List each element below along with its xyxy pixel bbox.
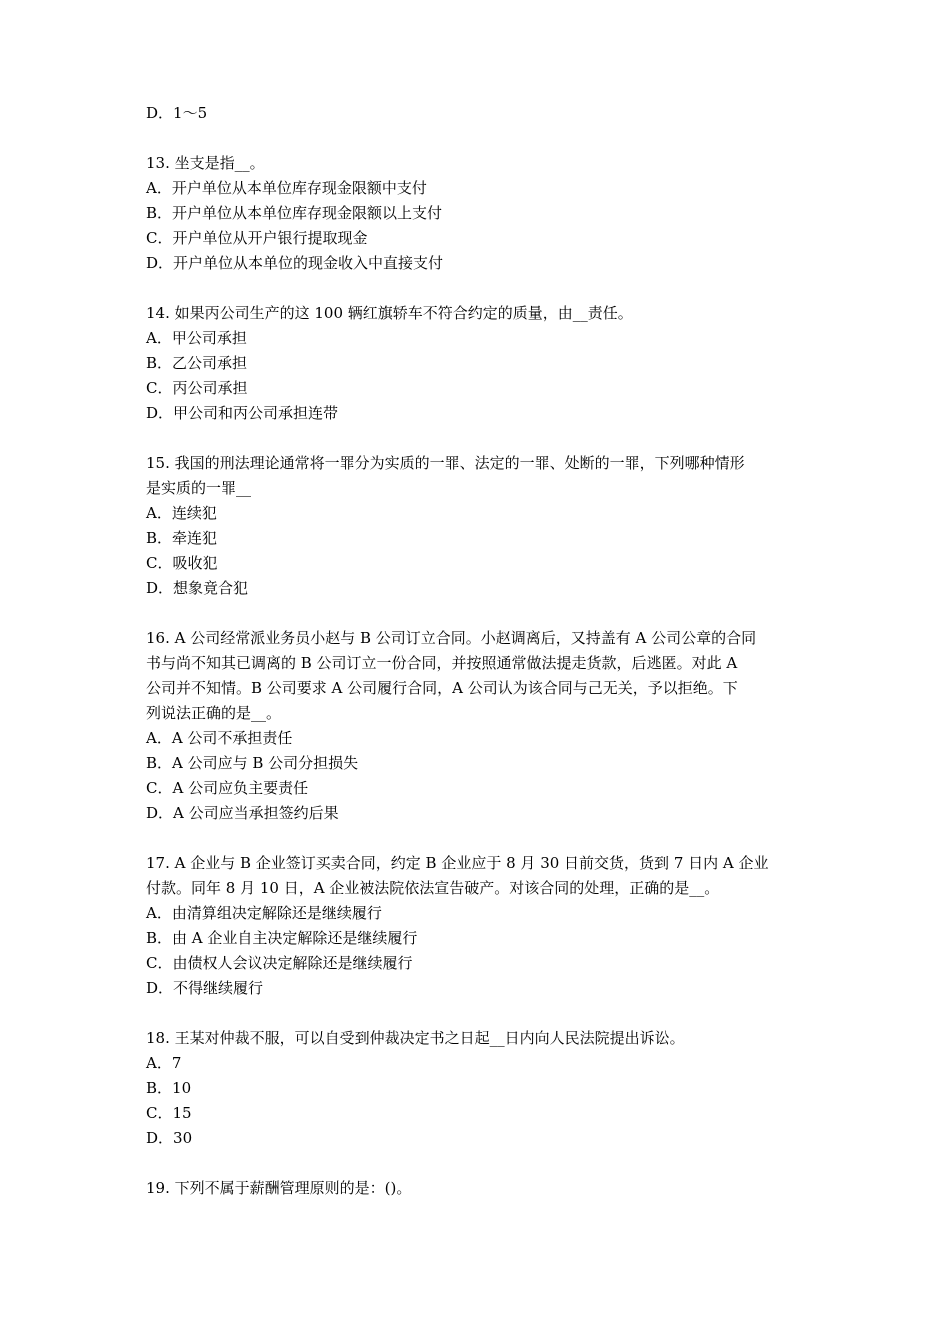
blank-line xyxy=(146,126,816,151)
option-b: B．由 A 企业自主决定解除还是继续履行 xyxy=(146,929,418,947)
blank-line xyxy=(146,1151,816,1176)
question-16-line-2: 书与尚不知其已调离的 B 公司订立一份合同，并按照通常做法提走货款，后逃匿。对此 A xyxy=(146,654,738,672)
blank-line xyxy=(146,826,816,851)
question-14: 14. 如果丙公司生产的这 100 辆红旗轿车不符合约定的质量，由__责任。 xyxy=(146,304,633,322)
option-b: B．A 公司应与 B 公司分担损失 xyxy=(146,754,359,772)
question-16-line-4: 列说法正确的是__。 xyxy=(146,704,282,722)
option-d: D．开户单位从本单位的现金收入中直接支付 xyxy=(146,254,444,272)
option-c: C．丙公司承担 xyxy=(146,379,248,397)
question-15-line-2: 是实质的一罪__ xyxy=(146,479,252,497)
option-c: C．由债权人会议决定解除还是继续履行 xyxy=(146,954,413,972)
blank-line xyxy=(146,601,816,626)
question-17-line-1: 17. A 企业与 B 企业签订买卖合同，约定 B 企业应于 8 月 30 日前交货，货到 7 日内 A 企业 xyxy=(146,854,769,872)
question-16-line-1: 16. A 公司经常派业务员小赵与 B 公司订立合同。小赵调离后，又持盖有 A 公司公章的合同 xyxy=(146,629,757,647)
blank-line xyxy=(146,426,816,451)
option-a: A．开户单位从本单位库存现金限额中支付 xyxy=(146,179,427,197)
option-b: B．开户单位从本单位库存现金限额以上支付 xyxy=(146,204,443,222)
text-line: D．1～5 xyxy=(146,104,208,122)
option-c: C．开户单位从开户银行提取现金 xyxy=(146,229,368,247)
option-a: A．由清算组决定解除还是继续履行 xyxy=(146,904,382,922)
question-13: 13. 坐支是指__。 xyxy=(146,154,265,172)
option-a: A．连续犯 xyxy=(146,504,217,522)
page-content xyxy=(146,101,816,1201)
option-d: D．想象竟合犯 xyxy=(146,579,249,597)
option-a: A．7 xyxy=(146,1054,182,1072)
option-d: D．甲公司和丙公司承担连带 xyxy=(146,404,339,422)
option-b: B．10 xyxy=(146,1079,192,1097)
option-a: A．甲公司承担 xyxy=(146,329,247,347)
option-a: A．A 公司不承担责任 xyxy=(146,729,293,747)
option-d: D．不得继续履行 xyxy=(146,979,264,997)
option-b: B．乙公司承担 xyxy=(146,354,248,372)
question-17-line-2: 付款。同年 8 月 10 日，A 企业被法院依法宣告破产。对该合同的处理，正确的是__。 xyxy=(146,879,720,897)
option-b: B．牵连犯 xyxy=(146,529,218,547)
question-16-line-3: 公司并不知情。B 公司要求 A 公司履行合同，A 公司认为该合同与己无关，予以拒绝。下 xyxy=(146,679,738,697)
option-c: C．吸收犯 xyxy=(146,554,218,572)
option-d: D．A 公司应当承担签约后果 xyxy=(146,804,339,822)
blank-line xyxy=(146,1001,816,1026)
blank-line xyxy=(146,276,816,301)
option-c: C．A 公司应负主要责任 xyxy=(146,779,309,797)
question-18: 18. 王某对仲裁不服，可以自受到仲裁决定书之日起__日内向人民法院提出诉讼。 xyxy=(146,1029,685,1047)
question-19: 19. 下列不属于薪酬管理原则的是：()。 xyxy=(146,1179,412,1197)
question-15-line-1: 15. 我国的刑法理论通常将一罪分为实质的一罪、法定的一罪、处断的一罪，下列哪种情形 xyxy=(146,454,745,472)
option-c: C．15 xyxy=(146,1104,192,1122)
option-d: D．30 xyxy=(146,1129,193,1147)
